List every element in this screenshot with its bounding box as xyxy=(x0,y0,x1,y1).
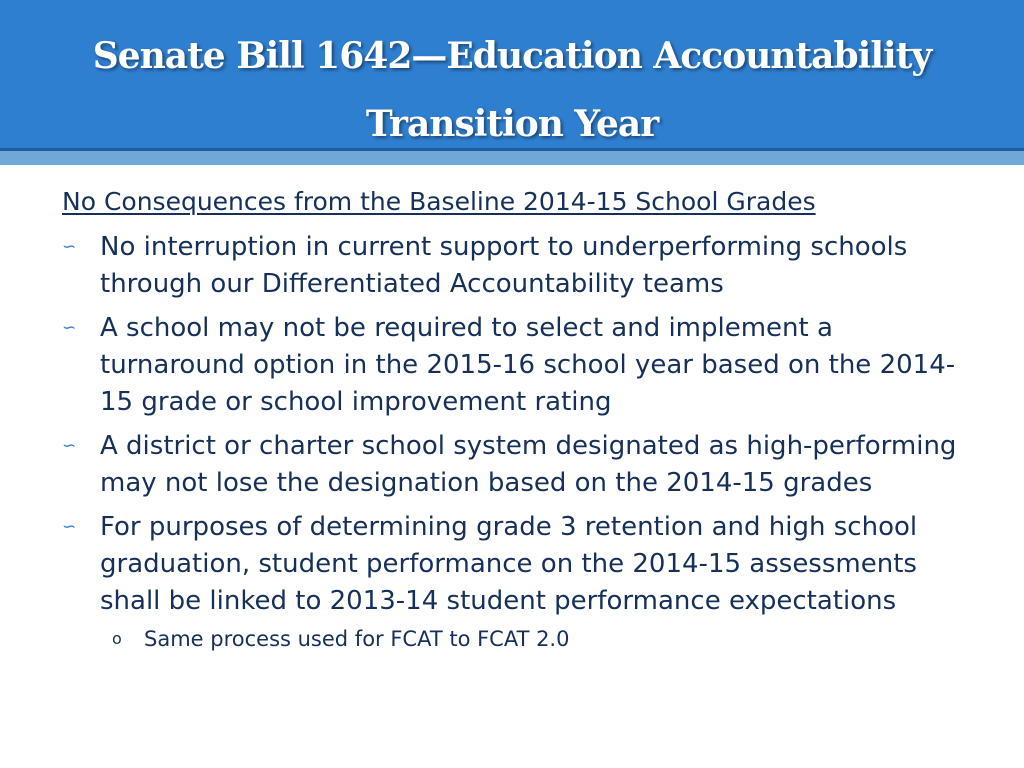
bullet-item xyxy=(62,310,962,421)
sub-bullet-item xyxy=(100,624,962,654)
title-divider-gap xyxy=(0,165,1024,168)
loop-bullet-icon: ∽ xyxy=(62,318,77,338)
bullet-item xyxy=(62,229,962,303)
slide-body xyxy=(62,182,962,654)
bullet-text: For purposes of determining grade 3 retention and high school graduation, student performance on the 2014-15 assessments shall be linked to 2013-14 student performance expectations xyxy=(100,512,918,616)
bullet-item xyxy=(62,428,962,502)
title-line-1: Senate Bill 1642—Education Accountability xyxy=(92,35,932,77)
bullet-list xyxy=(62,229,962,654)
bullet-text: No interruption in current support to underperforming schools through our Differentiated Accountability teams xyxy=(100,232,908,299)
sub-bullet-text: Same process used for FCAT to FCAT 2.0 xyxy=(144,627,570,651)
slide-title xyxy=(0,22,1024,158)
bullet-text: A school may not be required to select and implement a turnaround option in the 2015-16 school year based on the 2014-15 grade or school improvement rating xyxy=(100,313,956,417)
bullet-text: A district or charter school system designated as high-performing may not lose the designation based on the 2014-15 grades xyxy=(100,431,957,498)
title-line-2: Transition Year xyxy=(365,103,659,145)
circle-bullet-icon: o xyxy=(112,629,122,648)
section-heading: No Consequences from the Baseline 2014-15 School Grades xyxy=(62,187,816,216)
loop-bullet-icon: ∽ xyxy=(62,237,77,257)
loop-bullet-icon: ∽ xyxy=(62,517,77,537)
sub-bullet-list xyxy=(100,624,962,654)
loop-bullet-icon: ∽ xyxy=(62,436,77,456)
title-divider-light xyxy=(0,151,1024,165)
bullet-item xyxy=(62,509,962,654)
